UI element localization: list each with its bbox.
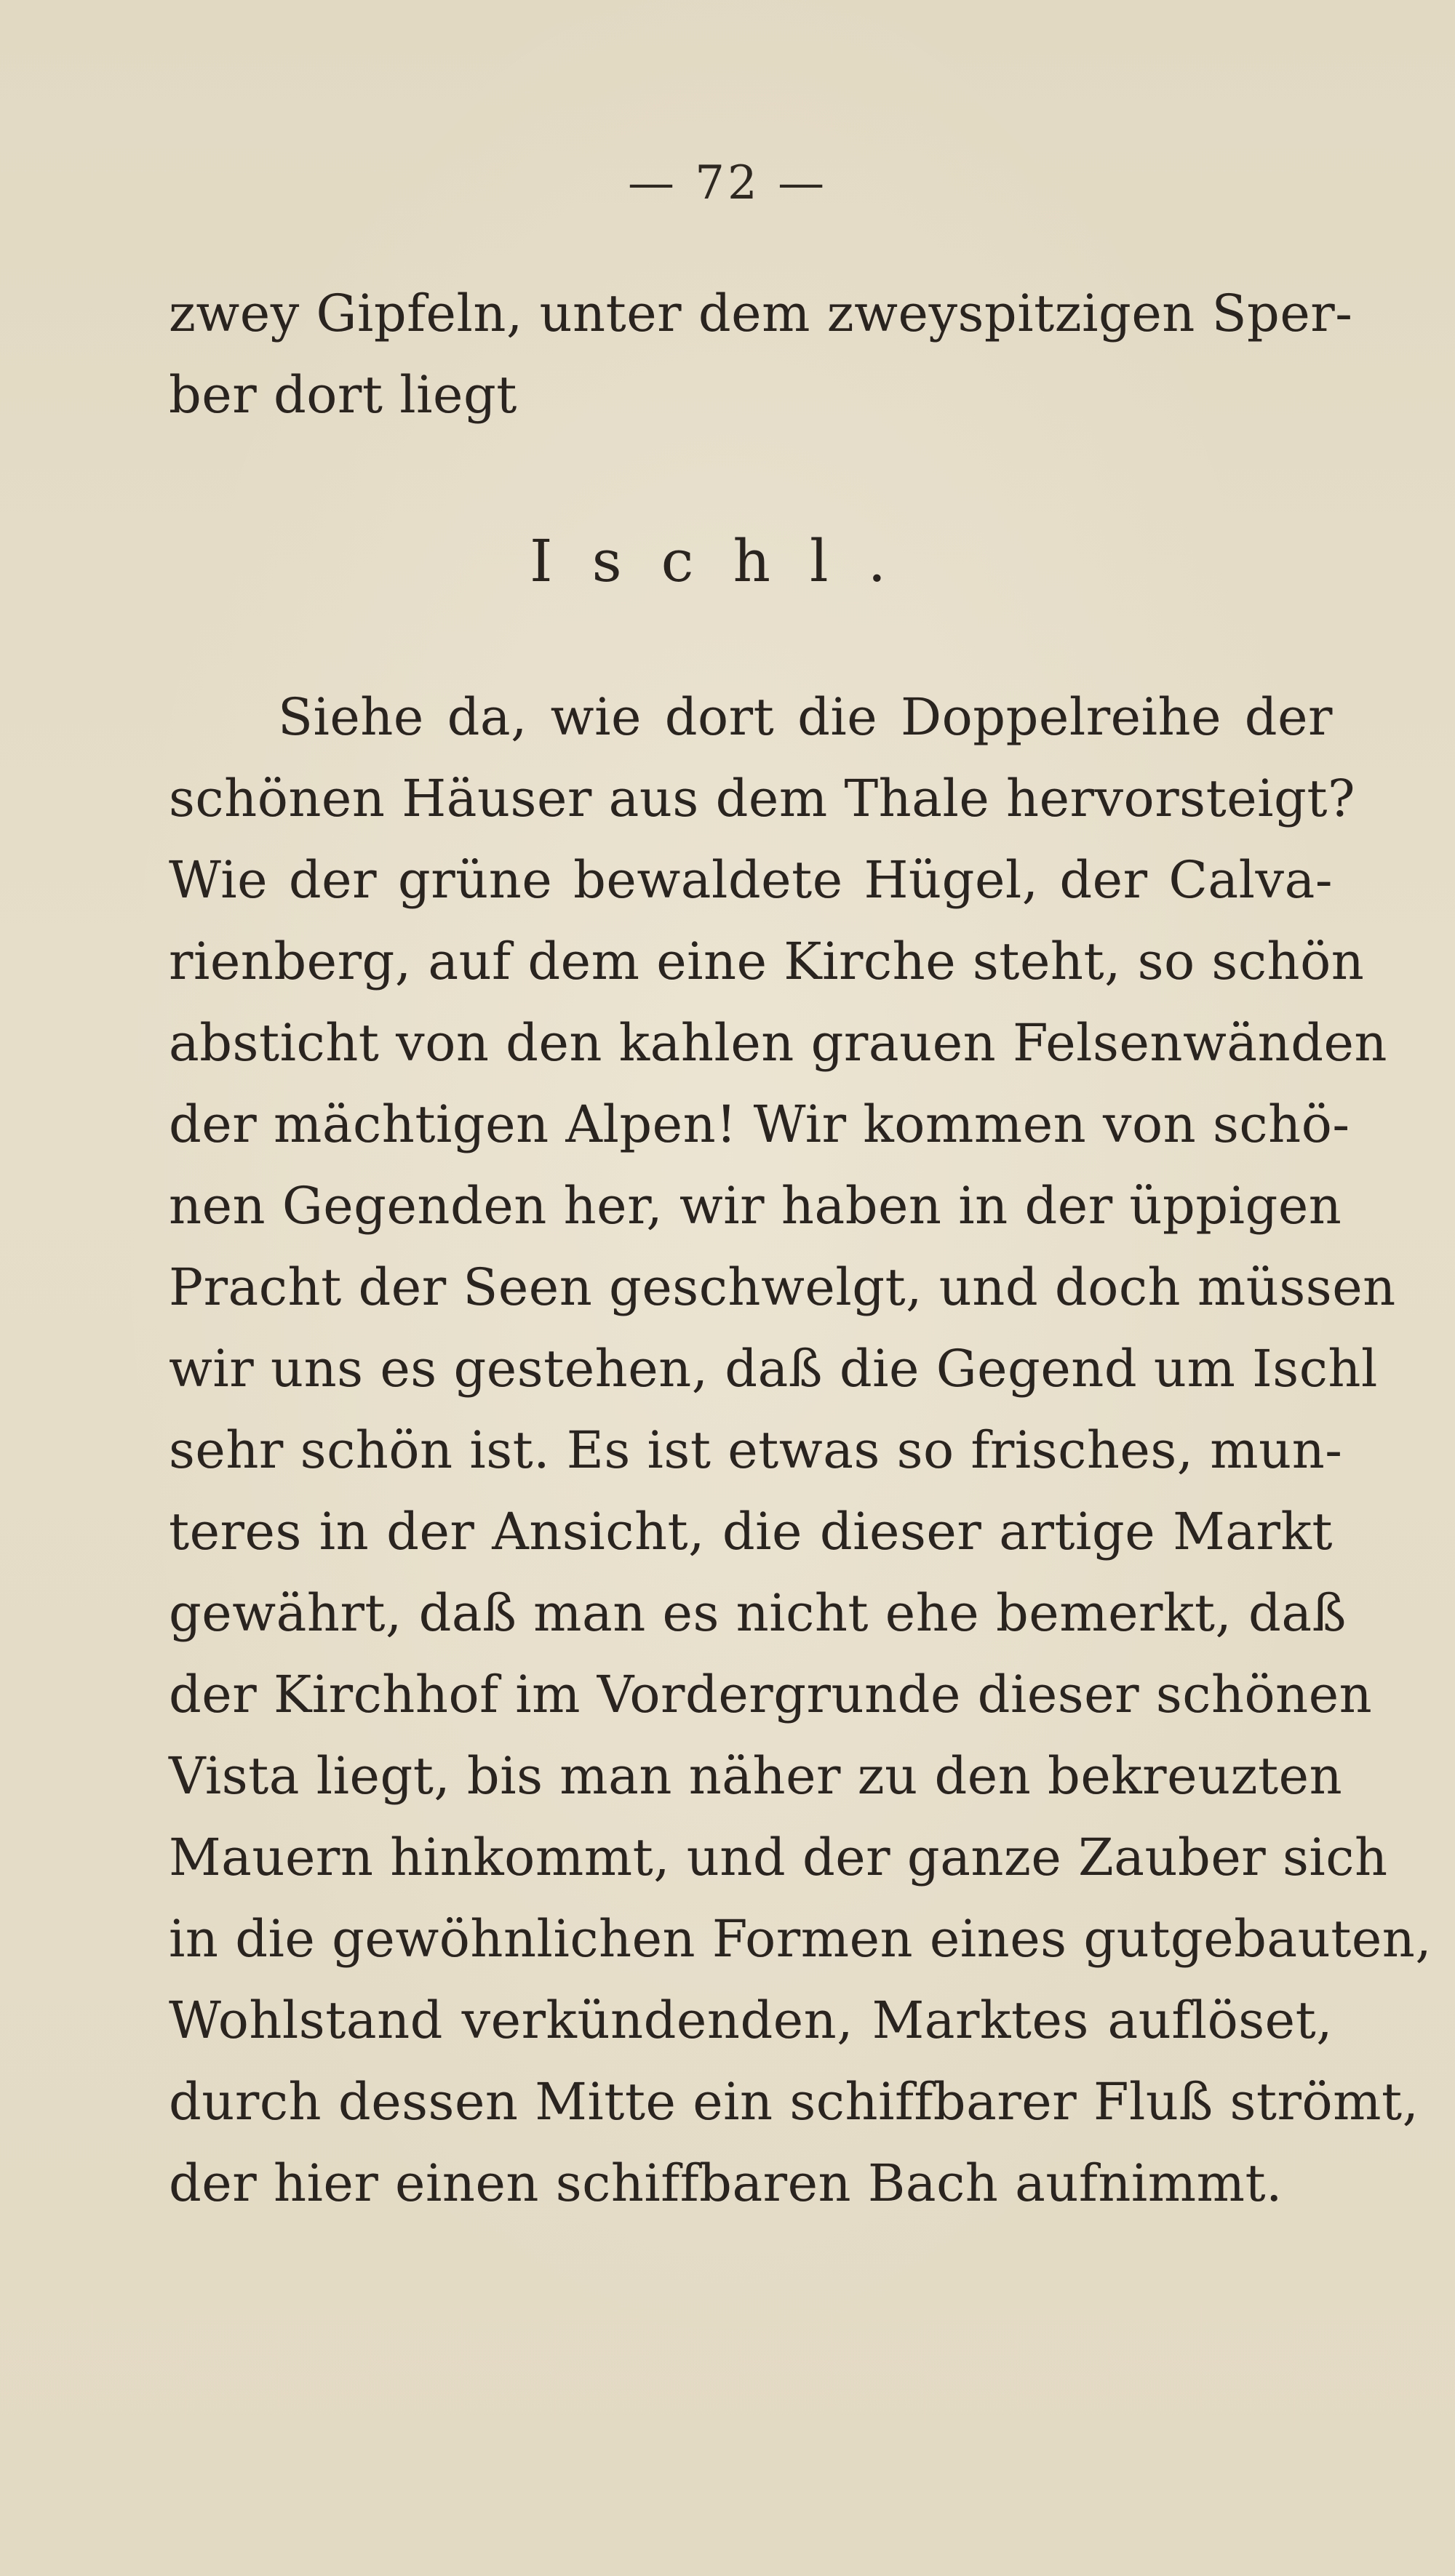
text-line: zwey Gipfeln, unter dem zweyspitzigen Sper-	[169, 284, 1353, 343]
text-line: Siehe da, wie dort die Doppelreihe der	[278, 687, 1333, 747]
text-line: durch dessen Mitte ein schiffbarer Fluß strömt,	[169, 2072, 1419, 2132]
text-line: nen Gegenden her, wir haben in der üppigen	[169, 1176, 1342, 1236]
text-line: schönen Häuser aus dem Thale hervorsteigt?	[169, 769, 1355, 828]
text-line: in die gewöhnlichen Formen eines gutgebauten,	[169, 1909, 1432, 1969]
carryover-text	[169, 273, 1353, 436]
text-line: Pracht der Seen geschwelgt, und doch müssen	[169, 1257, 1396, 1317]
text-line: gewährt, daß man es nicht ehe bemerkt, daß	[169, 1583, 1347, 1643]
text-line: sehr schön ist. Es ist etwas so frisches, mun-	[169, 1420, 1343, 1480]
body-paragraph	[169, 676, 1432, 2224]
text-line: ber dort liegt	[169, 365, 517, 425]
page-number: — 72 —	[627, 156, 828, 210]
text-line: Wie der grüne bewaldete Hügel, der Calva-	[169, 850, 1333, 910]
text-line: absticht von den kahlen grauen Felsenwänden	[169, 1013, 1388, 1073]
text-line: der Kirchhof im Vordergrunde dieser schönen	[169, 1665, 1373, 1724]
text-line: Mauern hinkommt, und der ganze Zauber sich	[169, 1828, 1388, 1887]
text-line: teres in der Ansicht, die dieser artige Markt	[169, 1502, 1333, 1561]
text-line: rienberg, auf dem eine Kirche steht, so schön	[169, 932, 1365, 991]
text-line: wir uns es gestehen, daß die Gegend um Ischl	[169, 1339, 1378, 1399]
section-heading: Ischl.	[530, 527, 925, 595]
text-line: Wohlstand verkündenden, Marktes auflöset,	[169, 1991, 1333, 2050]
text-line: der hier einen schiffbaren Bach aufnimmt.	[169, 2153, 1283, 2213]
text-line: der mächtigen Alpen! Wir kommen von schö-	[169, 1095, 1350, 1154]
text-line: Vista liegt, bis man näher zu den bekreuzten	[169, 1746, 1343, 1806]
